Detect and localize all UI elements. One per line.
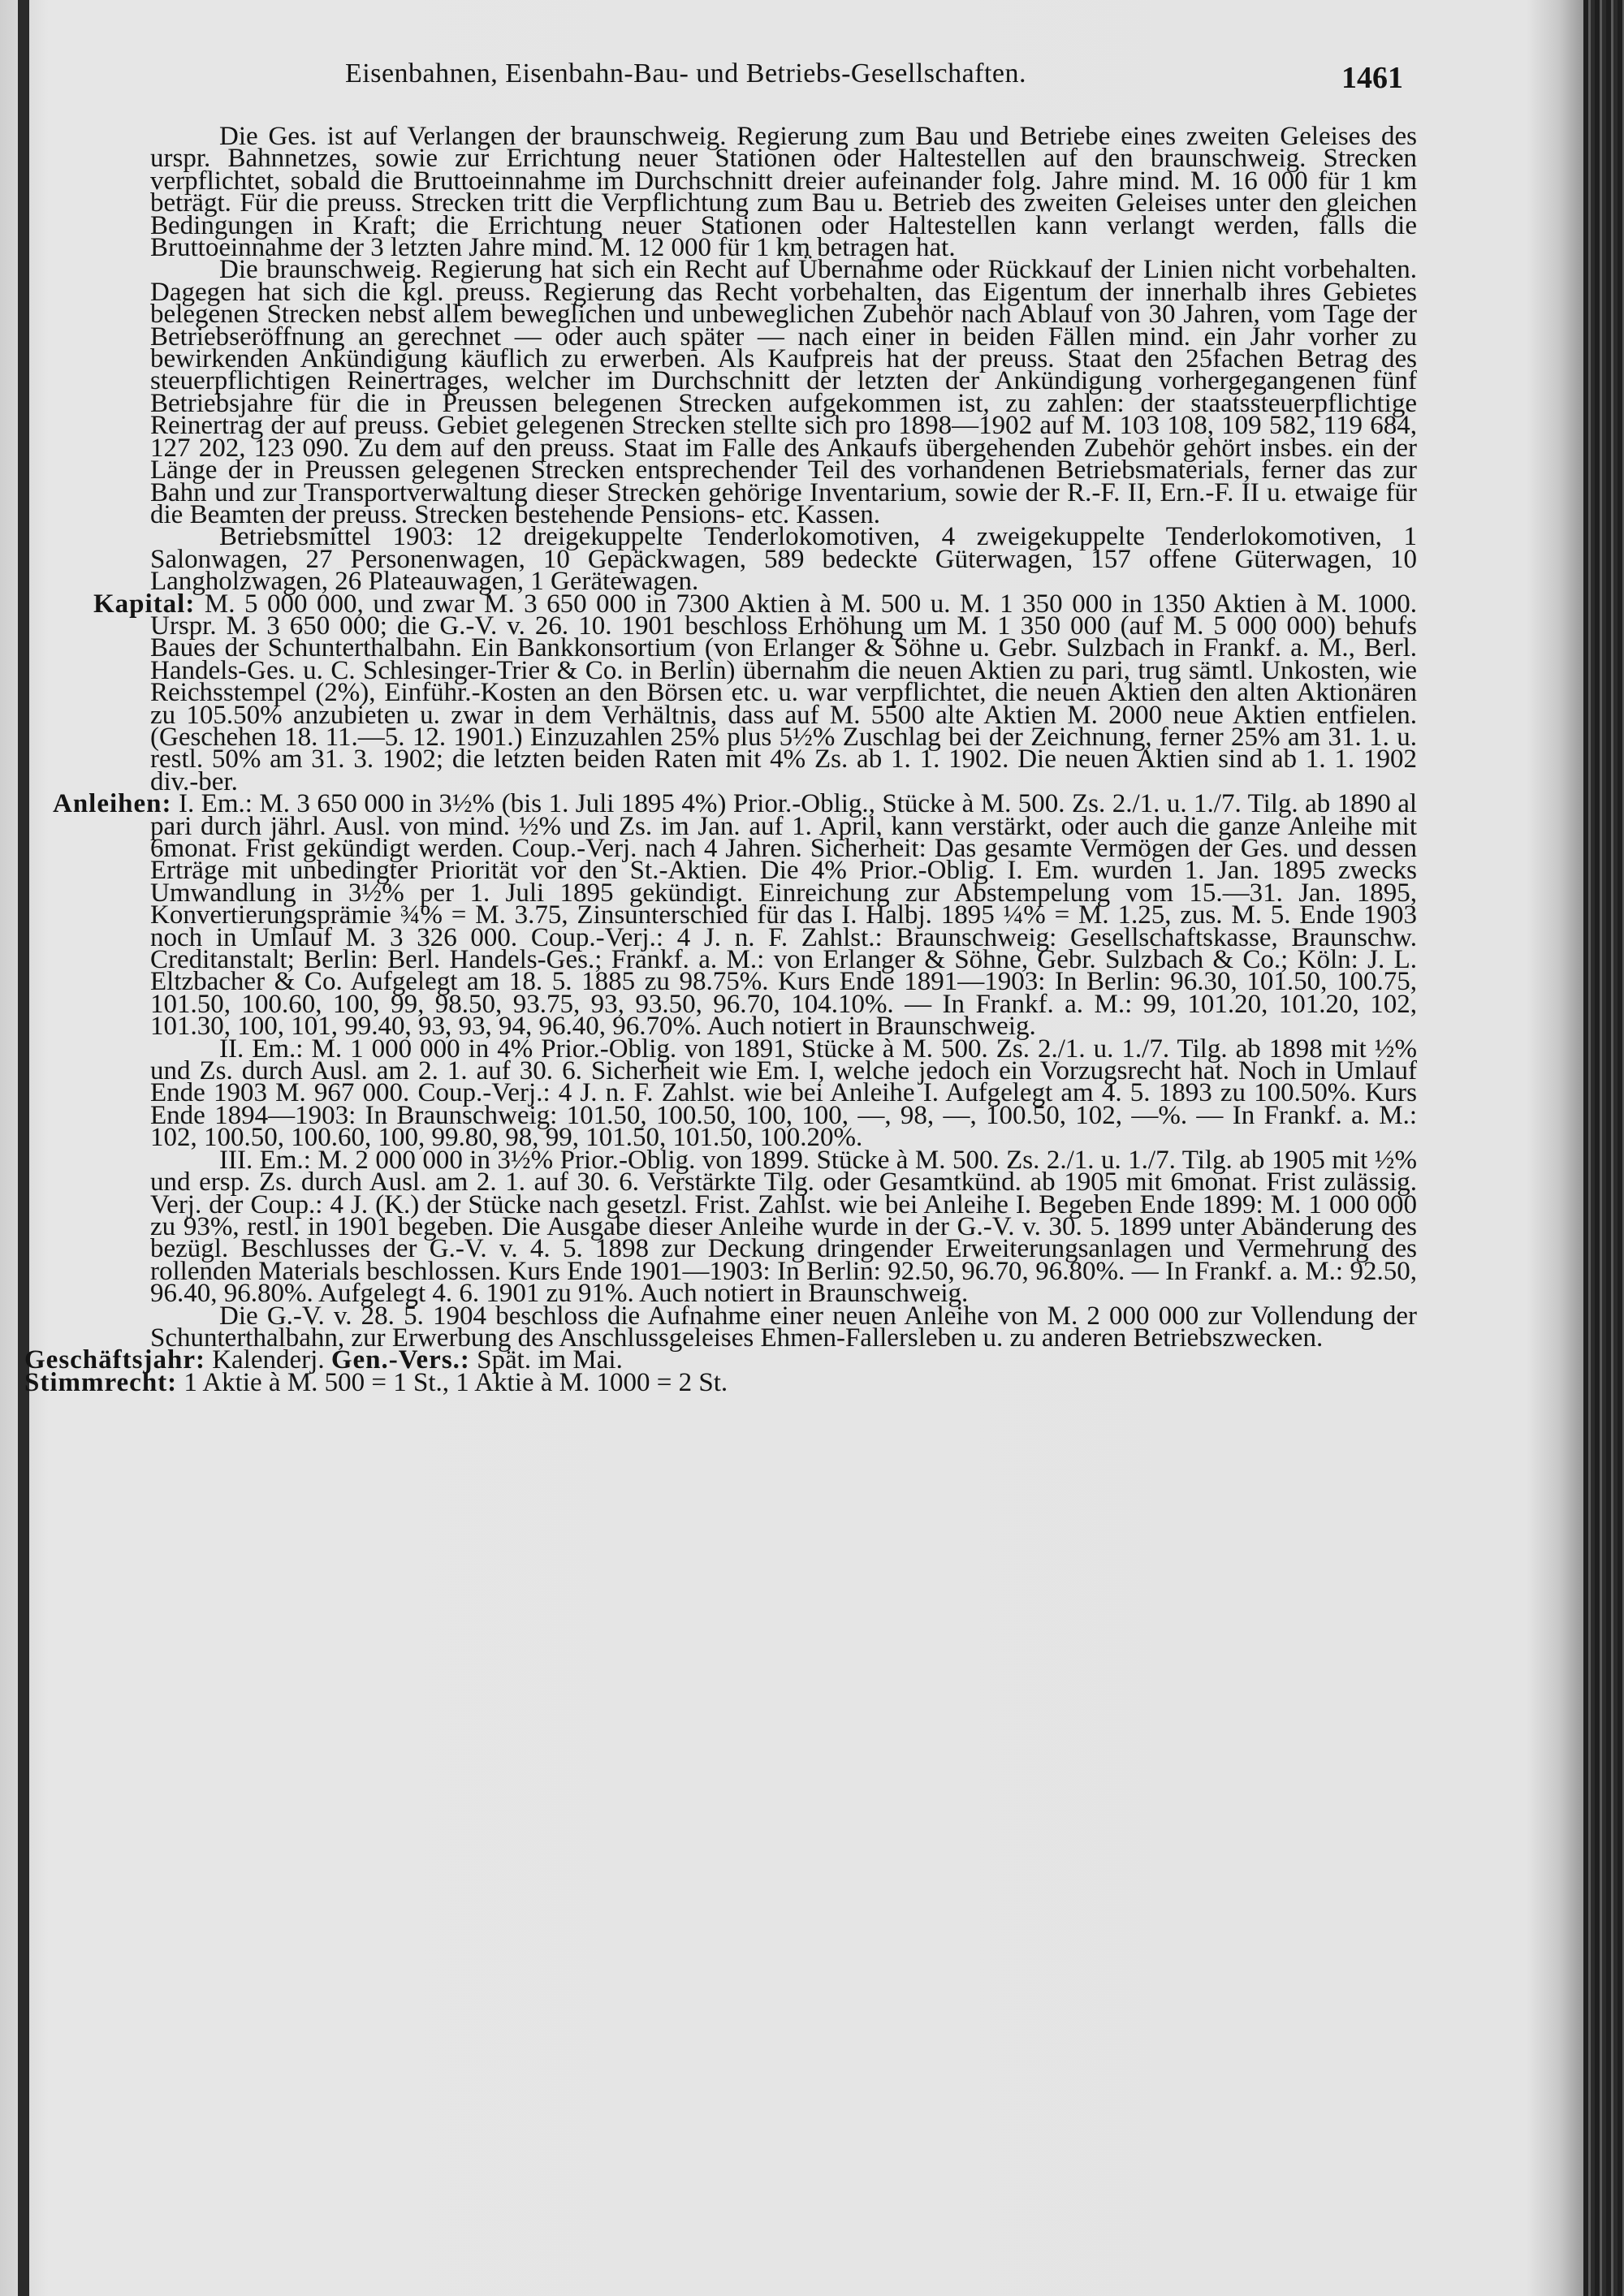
section-kapital: [93, 589, 1417, 796]
text-stimmrecht: 1 Aktie à M. 500 = 1 St., 1 Aktie à M. 1000 = 2 St.: [184, 1367, 728, 1397]
paragraph-repurchase-rights: Die braunschweig. Regierung hat sich ein Recht auf Übernahme oder Rückkauf der Linien nicht vorbehalten. Dagegen hat sich die kgl. preuss. Regierung das Recht vorbehalten, das Eigentum der innerhalb ihres Gebietes belegenen Strecken nebst allem beweglichen und unbeweglichen Zubehör nach Ablauf von 30 Jahren, vom Tage der Betriebseröffnung an gerechnet — oder auch später — nach einer in beiden Fällen mind. ein Jahr vorher zu bewirkenden Ankündigung käuflich zu erwerben. Als Kaufpreis hat der preuss. Staat den 25fachen Betrag des steuerpflichtigen Reinertrages, welcher im Durchschnitt der letzten der Ankündigung vorhergegangenen fünf Betriebsjahre für die in Preussen belegenen Strecken aufgekommen ist, zu zahlen: der staatssteuerpflichtige Reinertrag der auf preuss. Gebiet gelegenen Strecken stellte sich pro 1898—1902 auf M. 103 108, 109 582, 119 684, 127 202, 123 090. Zu dem auf den preuss. Staat im Falle des Ankaufs übergehenden Zubehör gehört insbes. ein der Länge der in Preussen gelegenen Strecken entsprechender Teil des vorhandenen Betriebsmaterials, ferner das zur Bahn und zur Transportverwaltung dieser Strecken gehörige Inventarium, sowie der R.-F. II, Ern.-F. II u. etwaige für die Beamten der preuss. Strecken bestehende Pensions- etc. Kassen.: [150, 255, 1417, 529]
paragraph-obligations: Die Ges. ist auf Verlangen der braunschweig. Regierung zum Bau und Betriebe eines zweiten Geleises des urspr. Bahnnetzes, sowie zur Errichtung neuer Stationen oder Haltestellen auf den braunschweig. Strecken verpflichtet, sobald die Bruttoeinnahme im Durchschnitt dreier aufeinander folg. Jahre mind. M. 16 000 für 1 km beträgt. Für die preuss. Strecken tritt die Verpflichtung zum Bau u. Betrieb des zweiten Geleises unter den gleichen Bedingungen in Kraft; die Errichtung neuer Stationen oder Haltestellen kann verlangt werden, falls die Bruttoeinnahme der 3 letzten Jahre mind. M. 12 000 für 1 km betragen hat.: [150, 122, 1417, 263]
page-number: 1461: [1341, 61, 1403, 95]
label-gen-vers: Gen.-Vers.:: [330, 1345, 470, 1375]
document-body: [24, 122, 1418, 1397]
paragraph-anleihe-em2: II. Em.: M. 1 000 000 in 4% Prior.-Oblig. von 1891, Stücke à M. 500. Zs. 2./1. u. 1./7. Tilg. ab 1898 mit ½% und Zs. durch Ausl. am 2. 1. auf 30. 6. Sicherheit wie Em. I, welche jedoch ein Vorzugsrecht hat. Noch in Umlauf Ende 1903 M. 967 000. Coup.-Verj.: 4 J. n. F. Zahlst. wie bei Anleihe I. Aufgelegt am 4. 5. 1893 zu 100.50%. Kurs Ende 1894—1903: In Braunschweig: 101.50, 100.50, 100, 100, —, 98, —, 100.50, 102, —%. — In Frankf. a. M.: 102, 100.50, 100.60, 100, 99.80, 98, 99, 101.50, 101.50, 100.20%.: [150, 1034, 1417, 1153]
section-stimmrecht: [24, 1367, 1417, 1397]
text-gen-vers: Spät. im Mai.: [477, 1345, 623, 1375]
label-kapital: Kapital:: [93, 589, 196, 619]
paragraph-new-loan: Die G.-V. v. 28. 5. 1904 beschloss die Aufnahme einer neuen Anleihe von M. 2 000 000 zur Vollendung der Schunterthalbahn, zur Erwerbung des Anschlussgeleises Ehmen-Fallersleben u. zu anderen Betriebszwecken.: [150, 1301, 1417, 1353]
text-kapital: M. 5 000 000, und zwar M. 3 650 000 in 7300 Aktien à M. 500 u. M. 1 350 000 in 1350 Aktien à M. 1000. Urspr. M. 3 650 000; die G.-V. v. 26. 10. 1901 beschloss Erhöhung um M. 1 350 000 (auf M. 5 000 000) behufs Baues der Schunterthalbahn. Ein Bankkonsortium (von Erlanger & Söhne u. Gebr. Sulzbach in Frankf. a. M., Berl. Handels-Ges. u. C. Schlesinger-Trier & Co. in Berlin) übernahm die neuen Aktien zu pari, trug sämtl. Unkosten, wie Reichsstempel (2%), Einführ.-Kosten an den Börsen etc. u. war verpflichtet, die neuen Aktien den alten Aktionären zu 105.50% anzubieten u. zwar in dem Verhältnis, dass auf M. 5500 alte Aktien M. 2000 neue Aktien entfielen. (Geschehen 18. 11.—5. 12. 1901.) Einzuzahlen 25% plus 5½% Zuschlag bei der Zeichnung, ferner 25% am 31. 1. u. restl. 50% am 31. 3. 1902; die letzten beiden Raten mit 4% Zs. ab 1. 1. 1902. Die neuen Aktien sind ab 1. 1. 1902 div.-ber.: [150, 589, 1417, 796]
section-anleihen: [53, 789, 1418, 1042]
running-header: Eisenbahnen, Eisenbahn-Bau- und Betriebs-Gesellschaften.: [345, 58, 1027, 88]
label-stimmrecht: Stimmrecht:: [24, 1367, 178, 1397]
paragraph-rolling-stock: Betriebsmittel 1903: 12 dreigekuppelte Tenderlokomotiven, 4 zweigekuppelte Tenderlokomotiven, 1 Salonwagen, 27 Personenwagen, 10 Gepäckwagen, 589 bedeckte Güterwagen, 157 offene Güterwagen, 10 Langholzwagen, 26 Plateauwagen, 1 Gerätewagen.: [150, 522, 1417, 597]
page-left-edge: [18, 0, 29, 2296]
paragraph-anleihe-em3: III. Em.: M. 2 000 000 in 3½% Prior.-Oblig. von 1899. Stücke à M. 500. Zs. 2./1. u. 1./7. Tilg. ab 1905 mit ½% und ersp. Zs. durch Ausl. am 2. 1. auf 30. 6. Verstärkte Tilg. oder Gesamtkünd. ab 1905 mit 6monat. Frist zulässig. Verj. der Coup.: 4 J. (K.) der Stücke nach gesetzl. Frist. Zahlst. wie bei Anleihe I. Begeben Ende 1899: M. 1 000 000 zu 93%, restl. in 1901 begeben. Die Ausgabe dieser Anleihe wurde in der G.-V. v. 30. 5. 1899 unter Abänderung des bezügl. Beschlusses der G.-V. v. 4. 5. 1898 zur Deckung dringender Erweiterungsanlagen und Vermehrung des rollenden Materials beschlossen. Kurs Ende 1901—1903: In Berlin: 92.50, 96.70, 96.80%. — In Frankf. a. M.: 92.50, 96.40, 96.80%. Aufgelegt 4. 6. 1901 zu 91%. Auch notiert in Braunschweig.: [150, 1145, 1417, 1309]
label-geschaeftsjahr: Geschäftsjahr:: [24, 1345, 205, 1375]
text-geschaeftsjahr: Kalenderj.: [212, 1345, 325, 1375]
text-anleihen-em1: I. Em.: M. 3 650 000 in 3½% (bis 1. Juli 1895 4%) Prior.-Oblig., Stücke à M. 500. Zs. 2./1. u. 1./7. Tilg. ab 1890 al pari durch jährl. Ausl. von mind. ½% und Zs. im Jan. auf 1. April, kann verstärkt, oder auch die ganze Anleihe mit 6monat. Frist gekündigt werden. Coup.-Verj. nach 4 Jahren. Sicherheit: Das gesamte Vermögen der Ges. und dessen Erträge mit unbedingter Priorität vor den St.-Aktien. Die 4% Prior.-Oblig. I. Em. wurden 1. Jan. 1895 zwecks Umwandlung in 3½% per 1. Juli 1895 gekündigt. Einreichung zur Abstempelung vom 15.—31. Jan. 1895, Konvertierungsprämie ¾% = M. 3.75, Zinsunterschied für das I. Halbj. 1895 ¼% = M. 1.25, zus. M. 5. Ende 1903 noch in Umlauf M. 3 326 000. Coup.-Verj.: 4 J. n. F. Zahlst.: Braunschweig: Gesellschaftskasse, Braunschw. Creditanstalt; Berlin: Berl. Handels-Ges.; Frankf. a. M.: von Erlanger & Söhne, Gebr. Sulzbach & Co.; Köln: J. L. Eltzbacher & Co. Aufgelegt am 18. 5. 1885 zu 98.75%. Kurs Ende 1891—1903: In Berlin: 96.30, 101.50, 100.75, 101.50, 100.60, 100, 99, 98.50, 93.75, 93, 93.50, 96.70, 104.10%. — In Frankf. a. M.: 99, 101.20, 101.20, 102, 101.30, 100, 101, 99.40, 93, 93, 94, 96.40, 96.70%. Auch notiert in Braunschweig.: [150, 789, 1418, 1042]
book-spine-edge: [1583, 0, 1624, 2296]
label-anleihen: Anleihen:: [53, 789, 172, 819]
